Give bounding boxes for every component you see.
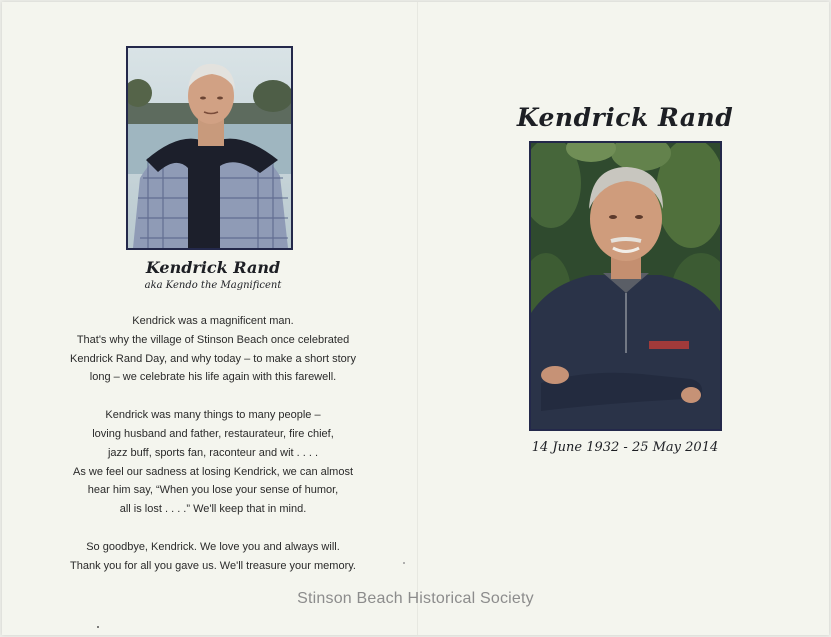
tribute-line: all is lost . . . .” We'll keep that in mind. (119, 503, 307, 516)
portrait-photo-waterfront (126, 46, 293, 250)
tribute-paragraph (40, 538, 386, 576)
tribute-paragraph (40, 406, 386, 519)
scan-speck (97, 626, 99, 628)
tribute-line: Kendrick Rand Day, and why today – to make a short story (70, 352, 356, 365)
tribute-line: loving husband and father, restaurateur, fire chief, (92, 427, 334, 440)
portrait-photo-garden (529, 141, 722, 431)
tribute-line: jazz buff, sports fan, raconteur and wit . . . . (107, 446, 319, 459)
tribute-line: Kendrick was a magnificent man. (132, 315, 294, 327)
tribute-line: That's why the village of Stinson Beach once celebrated (76, 333, 350, 346)
footer-organization: Stinson Beach Historical Society (297, 590, 534, 607)
memorial-name-left: Kendrick Rand (145, 258, 281, 277)
tribute-paragraph (40, 312, 386, 387)
life-dates: 14 June 1932 - 25 May 2014 (531, 440, 719, 455)
memorial-name-right: Kendrick Rand (516, 103, 734, 132)
tribute-line: Thank you for all you gave us. We'll treasure your memory. (70, 559, 356, 572)
tribute-line: As we feel our sadness at losing Kendrick, we can almost (72, 465, 354, 478)
tribute-line: long – we celebrate his life again with this farewell. (89, 371, 337, 384)
tribute-line: Kendrick was many things to many people – (105, 409, 321, 422)
tribute-text (40, 312, 386, 595)
scan-speck (403, 562, 405, 564)
tribute-line: hear him say, “When you lose your sense of humor, (87, 484, 339, 497)
tribute-line: So goodbye, Kendrick. We love you and always will. (86, 540, 340, 553)
nickname-subtitle: aka Kendo the Magnificent (144, 280, 282, 291)
center-fold (417, 2, 418, 635)
